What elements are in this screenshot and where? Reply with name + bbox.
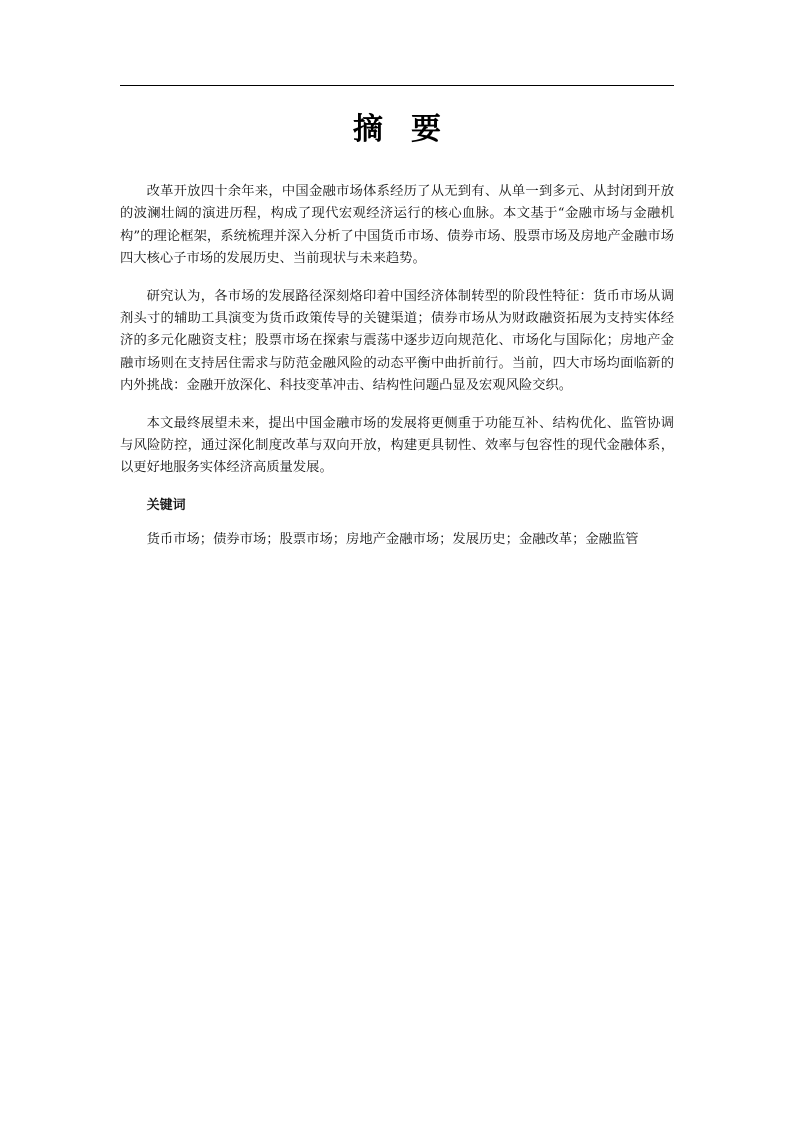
keywords-heading: 关键词 (146, 497, 186, 513)
header-rule (120, 85, 674, 86)
abstract-title: 摘要 (353, 112, 469, 147)
keywords-list: 货币市场；债券市场；股票市场；房地产金融市场；发展历史；金融改革；金融监管 (146, 531, 639, 547)
abstract-paragraph-3: 本文最终展望未来，提出中国金融市场的发展将更侧重于功能互补、结构优化、监管协调与风险防控，通过深化制度改革与双向开放，构建更具韧性、效率与包容性的现代金融体系，以更好地服务实体经济高质量发展。 (120, 415, 674, 476)
abstract-body (120, 181, 674, 551)
abstract-paragraph-2: 研究认为，各市场的发展路径深刻烙印着中国经济体制转型的阶段性特征：货币市场从调剂头寸的辅助工具演变为货币政策传导的关键渠道；债券市场从为财政融资拓展为支持实体经济的多元化融资支柱；股票市场在探索与震荡中逐步迈向规范化、市场化与国际化；房地产金融市场则在支持居住需求与防范金融风险的动态平衡中曲折前行。当前，四大市场均面临新的内外挑战：金融开放深化、科技变革冲击、结构性问题凸显及宏观风险交织。 (120, 288, 674, 394)
abstract-paragraph-1: 改革开放四十余年来，中国金融市场体系经历了从无到有、从单一到多元、从封闭到开放的波澜壮阔的演进历程，构成了现代宏观经济运行的核心血脉。本文基于“金融市场与金融机构”的理论框架，系统梳理并深入分析了中国货币市场、债券市场、股票市场及房地产金融市场四大核心子市场的发展历史、当前现状与未来趋势。 (120, 184, 674, 267)
